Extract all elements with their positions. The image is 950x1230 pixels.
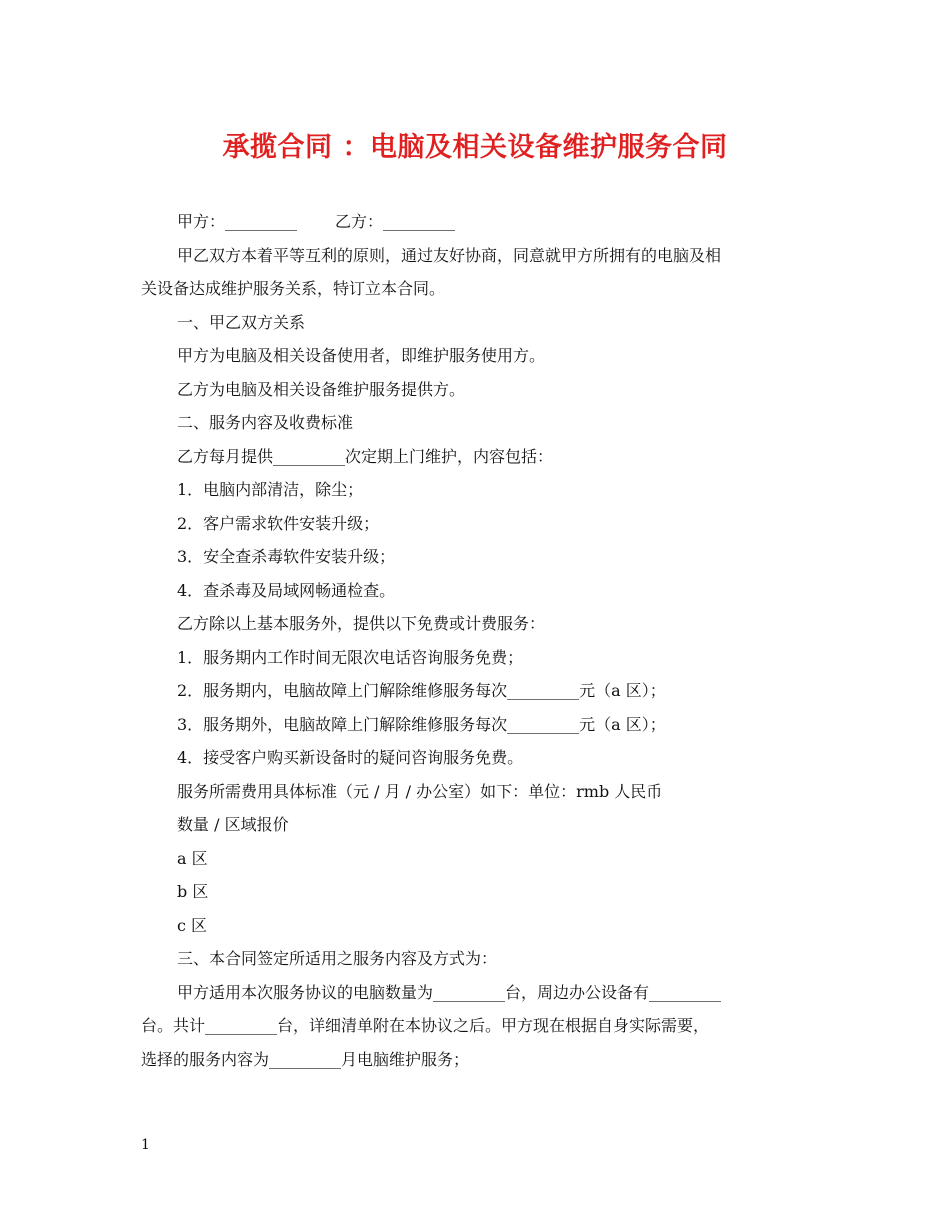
party-b-field: 乙方：_________ <box>335 212 456 231</box>
list-item: 2．客户需求软件安装升级； <box>177 513 380 533</box>
paragraph-line: 甲乙双方本着平等互利的原则，通过友好协商，同意就甲方所拥有的电脑及相 <box>177 245 722 265</box>
paragraph-line: 乙方除以上基本服务外，提供以下免费或计费服务： <box>177 614 546 633</box>
list-item: 3．安全查杀毒软件安装升级； <box>177 547 396 566</box>
paragraph-line: 数量 / 区域报价 <box>177 815 289 834</box>
paragraph-line: 选择的服务内容为_________月电脑维护服务； <box>141 1049 470 1069</box>
list-item: 2．服务期内，电脑故障上门解除维修服务每次_________元（a 区）； <box>177 681 666 700</box>
paragraph-line: 乙方每月提供_________次定期上门维护，内容包括： <box>177 446 554 466</box>
paragraph-line: 台。共计_________台，详细清单附在本协议之后。甲方现在根据自身实际需要， <box>141 1016 710 1035</box>
list-item: c 区 <box>177 915 208 935</box>
list-item: b 区 <box>177 882 209 901</box>
list-item: 3．服务期外，电脑故障上门解除维修服务每次_________元（a 区）； <box>177 714 666 734</box>
section-heading: 三、本合同签定所适用之服务内容及方式为： <box>177 949 498 968</box>
document-title: 承揽合同 ：电脑及相关设备维护服务合同 <box>222 132 728 163</box>
section-heading: 一、甲乙双方关系 <box>177 312 306 332</box>
paragraph-line: 甲方为电脑及相关设备使用者，即维护服务使用方。 <box>177 346 546 365</box>
document-body <box>141 205 811 1076</box>
list-item: 4．查杀毒及局域网畅通检查。 <box>177 580 396 600</box>
list-item: 1．服务期内工作时间无限次电话咨询服务免费； <box>177 647 524 667</box>
list-item: a 区 <box>177 848 208 868</box>
paragraph-line: 乙方为电脑及相关设备维护服务提供方。 <box>177 379 466 399</box>
parties-line <box>141 205 811 239</box>
paragraph-line: 服务所需费用具体标准（元 / 月 / 办公室）如下：单位：rmb 人民币 <box>177 781 663 801</box>
paragraph-line: 关设备达成维护服务关系，特订立本合同。 <box>141 279 446 298</box>
list-item: 1．电脑内部清洁，除尘； <box>177 480 364 499</box>
list-item: 4．接受客户购买新设备时的疑问咨询服务免费。 <box>177 748 524 767</box>
party-a-field: 甲方：_________ <box>177 212 298 231</box>
paragraph-line: 甲方适用本次服务协议的电脑数量为_________台，周边办公设备有_________ <box>177 982 722 1002</box>
section-heading: 二、服务内容及收费标准 <box>177 413 354 432</box>
page-number: 1 <box>141 1137 150 1153</box>
